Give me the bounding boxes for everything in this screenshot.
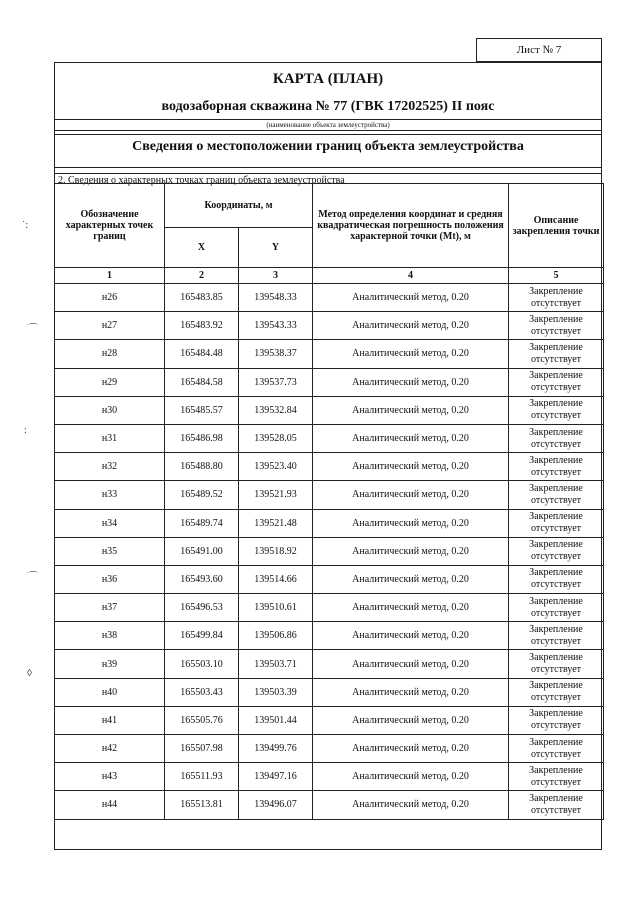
x-cell: 165499.84 (165, 622, 239, 650)
column-number: 2 (165, 268, 239, 284)
method-cell: Аналитический метод, 0.20 (313, 537, 509, 565)
point-cell: н43 (55, 763, 165, 791)
document-frame (54, 62, 602, 850)
y-cell: 139521.93 (239, 481, 313, 509)
point-cell: н40 (55, 678, 165, 706)
y-cell: 139497.16 (239, 763, 313, 791)
margin-mark: ⌒ (28, 324, 38, 335)
x-cell: 165503.10 (165, 650, 239, 678)
point-cell: н37 (55, 594, 165, 622)
point-cell: н33 (55, 481, 165, 509)
x-cell: 165488.80 (165, 453, 239, 481)
divider (55, 134, 601, 135)
table-row (55, 396, 604, 424)
x-cell: 165513.81 (165, 791, 239, 819)
point-cell: н34 (55, 509, 165, 537)
method-cell: Аналитический метод, 0.20 (313, 678, 509, 706)
point-cell: н30 (55, 396, 165, 424)
method-cell: Аналитический метод, 0.20 (313, 368, 509, 396)
divider (55, 167, 601, 168)
method-cell: Аналитический метод, 0.20 (313, 622, 509, 650)
desc-cell: Закрепление отсутствует (509, 763, 604, 791)
y-cell: 139537.73 (239, 368, 313, 396)
column-number: 3 (239, 268, 313, 284)
x-cell: 165484.58 (165, 368, 239, 396)
point-cell: н39 (55, 650, 165, 678)
x-cell: 165483.85 (165, 284, 239, 312)
y-cell: 139528.05 (239, 424, 313, 452)
method-cell: Аналитический метод, 0.20 (313, 340, 509, 368)
point-cell: н31 (55, 424, 165, 452)
column-number: 5 (509, 268, 604, 284)
table-row (55, 312, 604, 340)
desc-cell: Закрепление отсутствует (509, 340, 604, 368)
method-cell: Аналитический метод, 0.20 (313, 565, 509, 593)
table-row (55, 791, 604, 819)
y-cell: 139514.66 (239, 565, 313, 593)
x-cell: 165507.98 (165, 735, 239, 763)
divider (55, 130, 601, 131)
desc-cell: Закрепление отсутствует (509, 735, 604, 763)
table-row (55, 565, 604, 593)
point-cell: н41 (55, 706, 165, 734)
y-cell: 139518.92 (239, 537, 313, 565)
y-cell: 139543.33 (239, 312, 313, 340)
desc-cell: Закрепление отсутствует (509, 565, 604, 593)
x-cell: 165503.43 (165, 678, 239, 706)
method-cell: Аналитический метод, 0.20 (313, 791, 509, 819)
method-cell: Аналитический метод, 0.20 (313, 424, 509, 452)
table-row (55, 763, 604, 791)
document-title: КАРТА (ПЛАН) (272, 71, 384, 87)
method-cell: Аналитический метод, 0.20 (313, 481, 509, 509)
method-cell: Аналитический метод, 0.20 (313, 650, 509, 678)
table-row (55, 424, 604, 452)
header-coords: Координаты, м (165, 184, 313, 228)
table-row (55, 509, 604, 537)
method-cell: Аналитический метод, 0.20 (313, 735, 509, 763)
table-row (55, 594, 604, 622)
table-row (55, 453, 604, 481)
table-row (55, 622, 604, 650)
margin-mark: : (24, 425, 27, 436)
y-cell: 139503.71 (239, 650, 313, 678)
desc-cell: Закрепление отсутствует (509, 706, 604, 734)
desc-cell: Закрепление отсутствует (509, 312, 604, 340)
subsection-title: 2. Сведения о характерных точках границ объекта землеустройства (58, 175, 345, 186)
header-method: Метод определения координат и средняя квадратическая погрешность положения характерной точки (Mt), м (313, 184, 509, 268)
x-cell: 165483.92 (165, 312, 239, 340)
sheet-number: Лист № 7 (476, 38, 602, 62)
desc-cell: Закрепление отсутствует (509, 594, 604, 622)
x-cell: 165496.53 (165, 594, 239, 622)
x-cell: 165484.48 (165, 340, 239, 368)
desc-cell: Закрепление отсутствует (509, 650, 604, 678)
desc-cell: Закрепление отсутствует (509, 791, 604, 819)
y-cell: 139548.33 (239, 284, 313, 312)
desc-cell: Закрепление отсутствует (509, 481, 604, 509)
method-cell: Аналитический метод, 0.20 (313, 509, 509, 537)
header-point: Обозначение характерных точек границ (55, 184, 165, 268)
y-cell: 139499.76 (239, 735, 313, 763)
point-cell: н38 (55, 622, 165, 650)
x-cell: 165486.98 (165, 424, 239, 452)
desc-cell: Закрепление отсутствует (509, 509, 604, 537)
x-cell: 165511.93 (165, 763, 239, 791)
method-cell: Аналитический метод, 0.20 (313, 284, 509, 312)
margin-mark: ⌒ (28, 572, 38, 583)
y-cell: 139503.39 (239, 678, 313, 706)
point-cell: н32 (55, 453, 165, 481)
column-number: 4 (313, 268, 509, 284)
desc-cell: Закрепление отсутствует (509, 424, 604, 452)
points-table (54, 183, 604, 820)
desc-cell: Закрепление отсутствует (509, 396, 604, 424)
method-cell: Аналитический метод, 0.20 (313, 706, 509, 734)
y-cell: 139532.84 (239, 396, 313, 424)
object-name: водозаборная скважина № 77 (ГВК 17202525) II пояс (161, 99, 495, 114)
y-cell: 139510.61 (239, 594, 313, 622)
point-cell: н42 (55, 735, 165, 763)
header-x: X (165, 228, 239, 268)
method-cell: Аналитический метод, 0.20 (313, 312, 509, 340)
x-cell: 165489.74 (165, 509, 239, 537)
divider (55, 173, 601, 174)
desc-cell: Закрепление отсутствует (509, 622, 604, 650)
point-cell: н35 (55, 537, 165, 565)
desc-cell: Закрепление отсутствует (509, 678, 604, 706)
method-cell: Аналитический метод, 0.20 (313, 763, 509, 791)
y-cell: 139501.44 (239, 706, 313, 734)
header-desc: Описание закрепления точки (509, 184, 604, 268)
x-cell: 165491.00 (165, 537, 239, 565)
desc-cell: Закрепление отсутствует (509, 284, 604, 312)
table-row (55, 735, 604, 763)
x-cell: 165485.57 (165, 396, 239, 424)
y-cell: 139521.48 (239, 509, 313, 537)
desc-cell: Закрепление отсутствует (509, 453, 604, 481)
x-cell: 165493.60 (165, 565, 239, 593)
margin-mark: ◊ (27, 668, 32, 679)
y-cell: 139523.40 (239, 453, 313, 481)
y-cell: 139506.86 (239, 622, 313, 650)
point-cell: н29 (55, 368, 165, 396)
table-row (55, 537, 604, 565)
point-cell: н28 (55, 340, 165, 368)
table-row (55, 678, 604, 706)
point-cell: н44 (55, 791, 165, 819)
desc-cell: Закрепление отсутствует (509, 368, 604, 396)
point-cell: н26 (55, 284, 165, 312)
margin-mark: ˙: (22, 220, 29, 231)
x-cell: 165505.76 (165, 706, 239, 734)
y-cell: 139538.37 (239, 340, 313, 368)
desc-cell: Закрепление отсутствует (509, 537, 604, 565)
table-row (55, 284, 604, 312)
column-number: 1 (55, 268, 165, 284)
table-row (55, 481, 604, 509)
x-cell: 165489.52 (165, 481, 239, 509)
y-cell: 139496.07 (239, 791, 313, 819)
point-cell: н36 (55, 565, 165, 593)
method-cell: Аналитический метод, 0.20 (313, 594, 509, 622)
object-name-caption: (наименование объекта землеустройства) (266, 121, 390, 129)
method-cell: Аналитический метод, 0.20 (313, 453, 509, 481)
header-y: Y (239, 228, 313, 268)
section-title: Сведения о местоположении границ объекта землеустройства (132, 139, 524, 154)
table-row (55, 706, 604, 734)
divider (55, 119, 601, 120)
point-cell: н27 (55, 312, 165, 340)
table-row (55, 340, 604, 368)
table-row (55, 650, 604, 678)
table-row (55, 368, 604, 396)
method-cell: Аналитический метод, 0.20 (313, 396, 509, 424)
